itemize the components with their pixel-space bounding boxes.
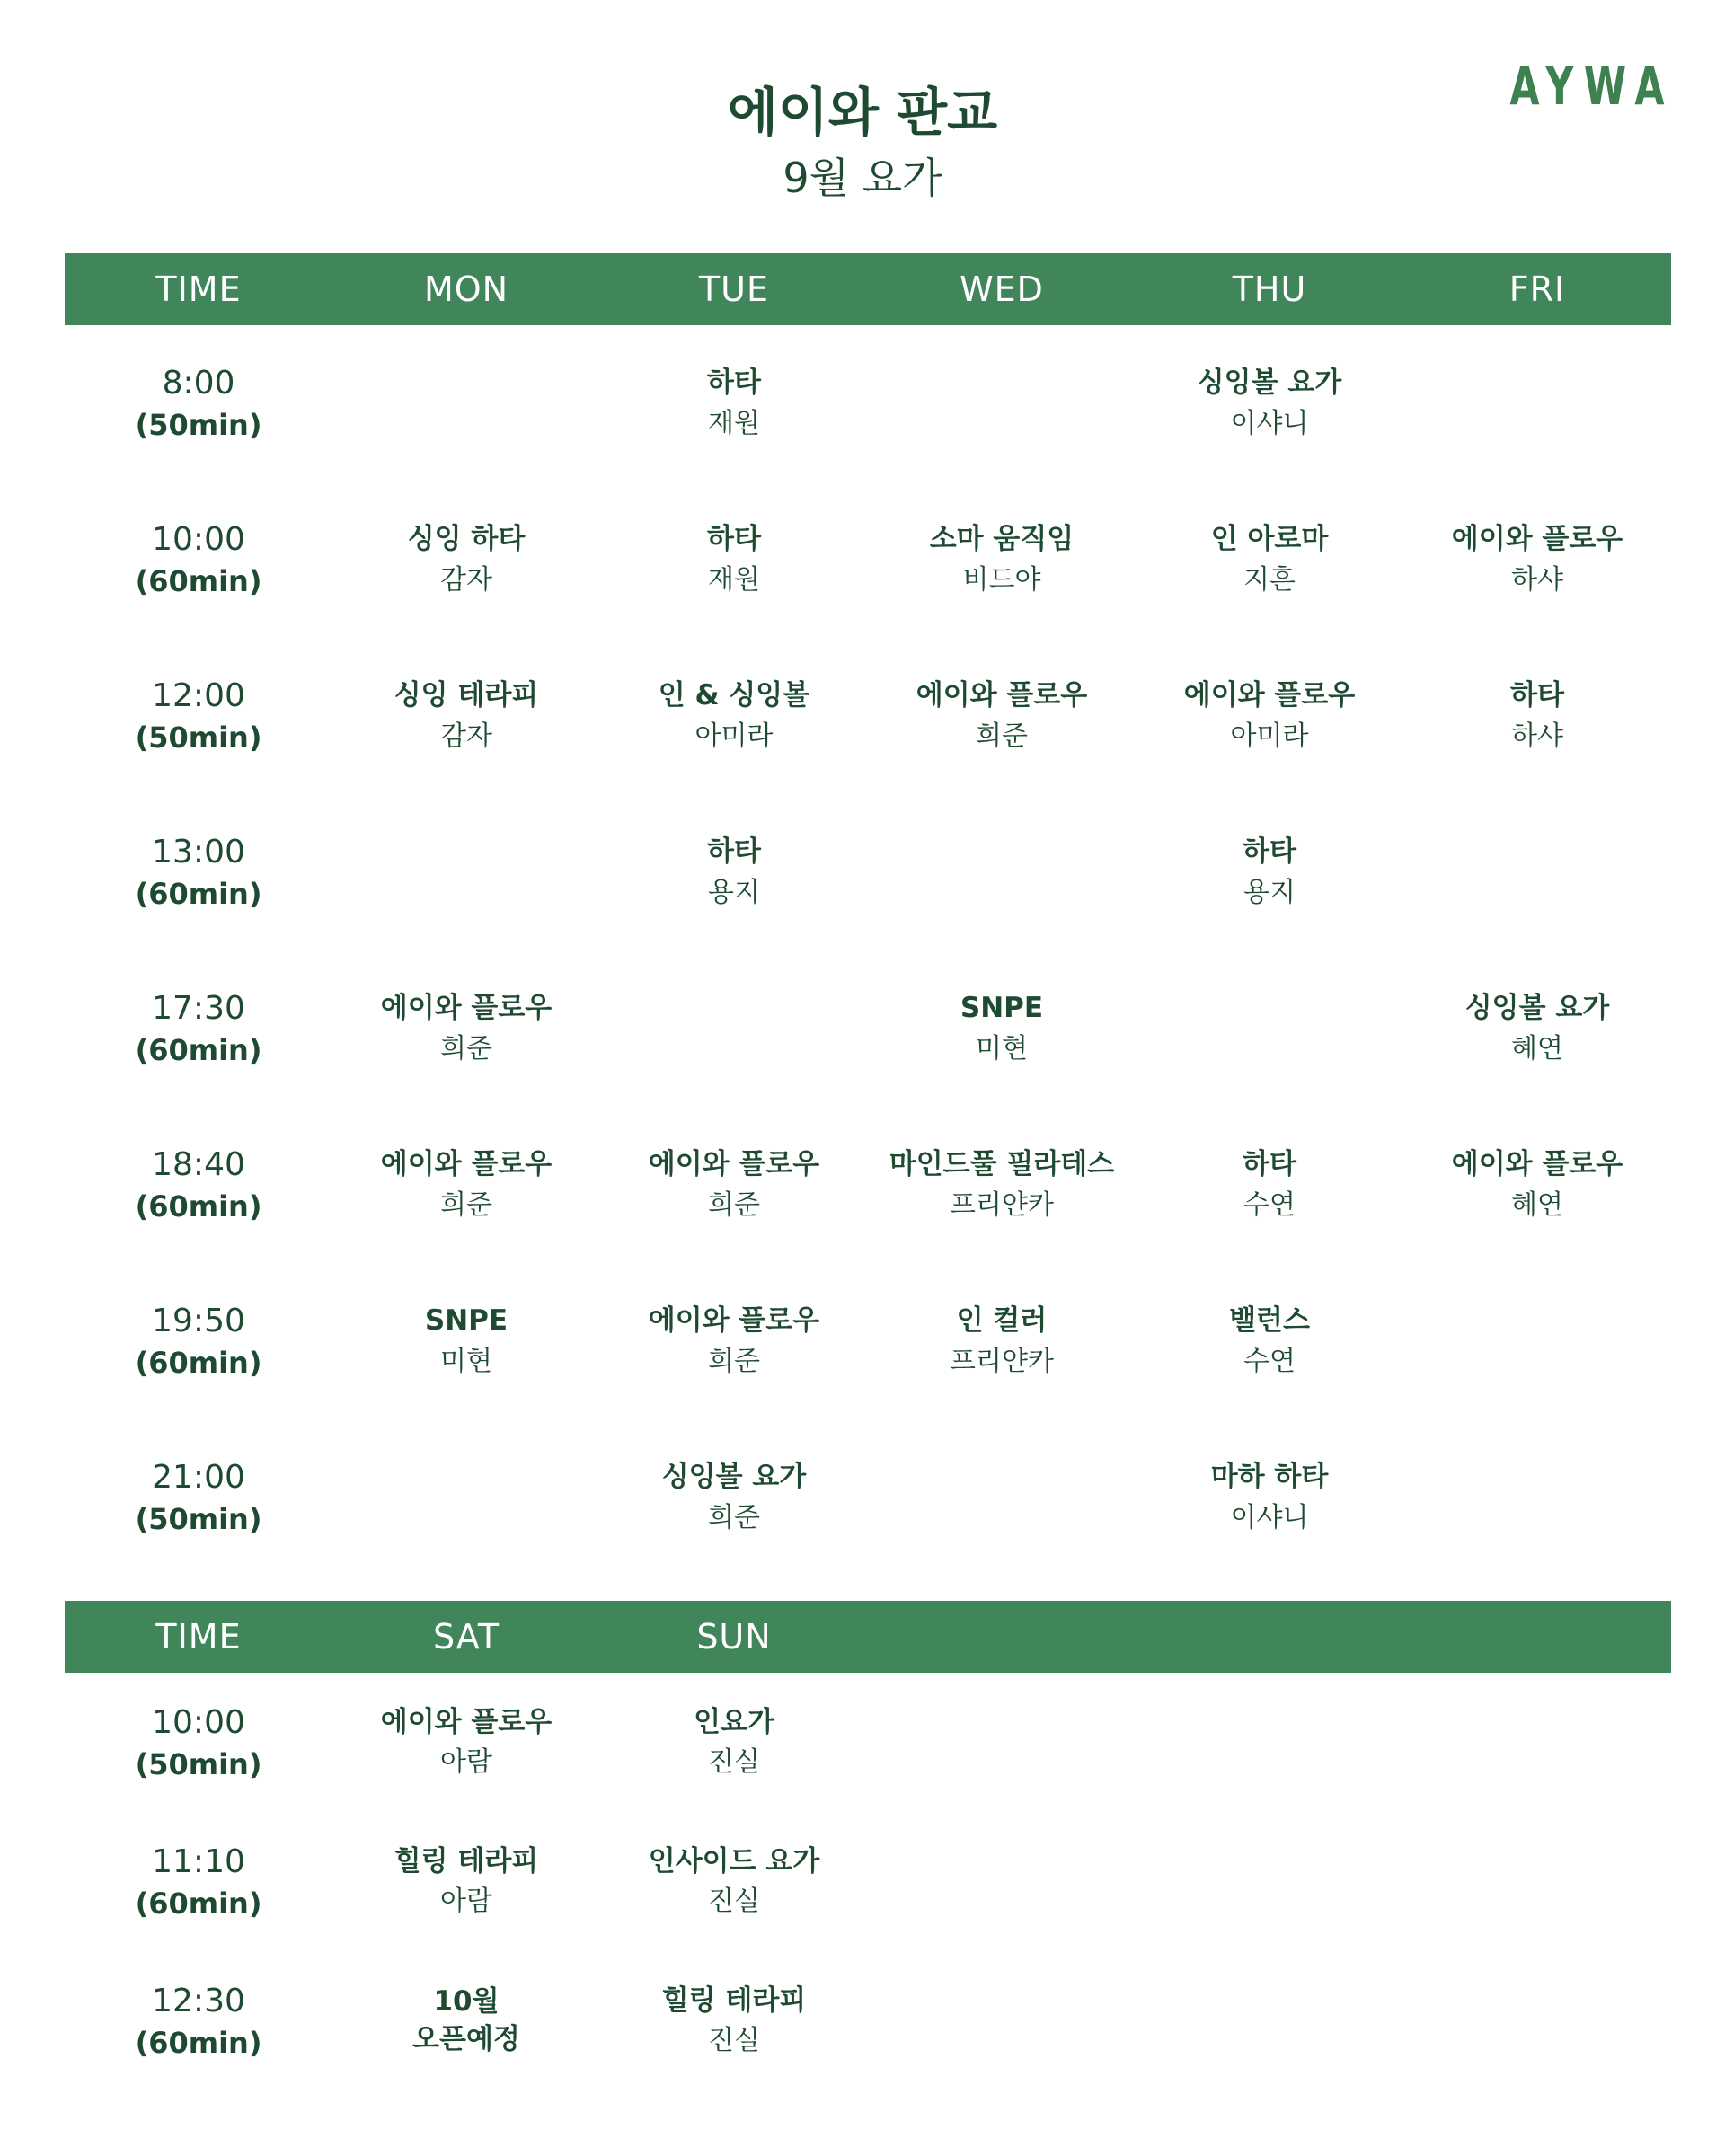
weekday-rows (65, 325, 1671, 1576)
time-cell (65, 1951, 332, 2090)
class-cell (1136, 482, 1403, 638)
class-name: 에이와 플로우 (380, 1705, 553, 1738)
class-name: 에이와 플로우 (1451, 1148, 1623, 1181)
class-cell (332, 482, 600, 638)
class-teacher: 프리얀카 (950, 1345, 1054, 1377)
class-cell (600, 794, 868, 950)
class-teacher: 아람 (440, 1746, 492, 1779)
time-duration: (60min) (135, 877, 262, 912)
class-teacher: 진실 (708, 1886, 760, 1918)
class-name: 에이와 플로우 (1451, 523, 1623, 556)
schedule-row (65, 1419, 1671, 1576)
class-name: 10월 (433, 1985, 500, 2019)
class-name: 에이와 플로우 (916, 679, 1088, 712)
class-cell (600, 1951, 868, 2090)
class-teacher: 아미라 (694, 720, 774, 752)
schedule-row (65, 1263, 1671, 1419)
class-name: 힐링 테라피 (394, 1844, 539, 1878)
time-value: 19:50 (152, 1303, 245, 1340)
class-cell (868, 482, 1136, 638)
class-cell (332, 1951, 600, 2090)
weekend-rows (65, 1673, 1671, 2090)
class-teacher: 재원 (708, 407, 760, 439)
page-title: 에이와 판교 (727, 82, 998, 143)
class-teacher: 용지 (708, 876, 760, 908)
class-cell (1403, 950, 1671, 1107)
class-cell (868, 950, 1136, 1107)
column-header-thu: THU (1232, 270, 1307, 309)
time-value: 18:40 (152, 1146, 245, 1184)
class-cell (332, 1673, 600, 1812)
time-cell (65, 638, 332, 794)
class-teacher: 혜연 (1511, 1188, 1563, 1221)
class-teacher: 프리얀카 (950, 1188, 1054, 1221)
column-header-wed: WED (960, 270, 1044, 309)
class-cell (1136, 794, 1403, 950)
class-name: 하타 (1243, 835, 1296, 869)
class-cell (1403, 1107, 1671, 1263)
class-name: 하타 (1510, 679, 1564, 712)
class-name: SNPE (960, 992, 1044, 1025)
class-cell (600, 1419, 868, 1576)
class-cell (1136, 1107, 1403, 1263)
class-name: 에이와 플로우 (1183, 679, 1356, 712)
class-teacher: 감자 (440, 720, 492, 752)
time-value: 17:30 (152, 990, 245, 1028)
class-teacher: 희준 (440, 1188, 492, 1221)
class-teacher: 지흔 (1243, 563, 1296, 596)
weekend-header-bar (65, 1601, 1671, 1673)
time-value: 21:00 (152, 1459, 245, 1497)
class-teacher: 아미라 (1230, 720, 1309, 752)
class-cell (1403, 325, 1671, 482)
class-cell (1403, 1263, 1671, 1419)
time-duration: (60min) (135, 2025, 262, 2060)
class-teacher: 희준 (708, 1188, 760, 1221)
time-duration: (60min) (135, 1346, 262, 1381)
class-teacher: 아람 (440, 1886, 492, 1918)
class-name: 에이와 플로우 (648, 1304, 820, 1338)
class-name: 밸런스 (1229, 1304, 1310, 1338)
class-cell (600, 1107, 868, 1263)
class-cell (600, 482, 868, 638)
schedule-row (65, 638, 1671, 794)
class-name: 싱잉볼 요가 (1197, 367, 1342, 400)
time-cell (65, 1419, 332, 1576)
class-teacher: 희준 (440, 1032, 492, 1065)
time-cell (65, 1812, 332, 1951)
schedule-row (65, 1951, 1671, 2090)
class-name: 싱잉볼 요가 (661, 1461, 807, 1494)
schedule-row (65, 1107, 1671, 1263)
class-cell (332, 1419, 600, 1576)
time-duration: (60min) (135, 1033, 262, 1068)
class-name: 싱잉 하타 (407, 523, 526, 556)
time-cell (65, 794, 332, 950)
class-teacher: 진실 (708, 2025, 760, 2057)
time-duration: (50min) (135, 1502, 262, 1537)
class-name: 에이와 플로우 (380, 992, 553, 1025)
class-cell (1136, 950, 1403, 1107)
class-teacher: 하샤 (1511, 720, 1563, 752)
class-teacher: 하샤 (1511, 563, 1563, 596)
class-cell (600, 638, 868, 794)
class-teacher: 진실 (708, 1746, 760, 1779)
class-teacher: 희준 (976, 720, 1028, 752)
time-cell (65, 1263, 332, 1419)
time-value: 12:00 (152, 677, 245, 715)
class-teacher: 이샤니 (1230, 407, 1309, 439)
class-cell (1136, 1263, 1403, 1419)
class-name: 인 컬러 (956, 1304, 1048, 1338)
time-duration: (50min) (135, 1746, 262, 1781)
class-cell (600, 325, 868, 482)
class-cell (332, 794, 600, 950)
class-cell (332, 950, 600, 1107)
schedule-row (65, 1812, 1671, 1951)
class-teacher: 재원 (708, 563, 760, 596)
class-cell (1136, 1419, 1403, 1576)
class-name: 싱잉볼 요가 (1464, 992, 1610, 1025)
class-name: 에이와 플로우 (380, 1148, 553, 1181)
class-cell (1403, 482, 1671, 638)
weekend-schedule (65, 1601, 1671, 2090)
time-cell (65, 950, 332, 1107)
class-cell (1403, 794, 1671, 950)
time-cell (65, 1673, 332, 1812)
time-value: 10:00 (152, 1703, 245, 1741)
class-cell (868, 1419, 1136, 1576)
column-header-sat: SAT (432, 1617, 500, 1657)
class-cell (600, 1673, 868, 1812)
column-header-mon: MON (423, 270, 509, 309)
class-cell (1403, 638, 1671, 794)
time-value: 13:00 (152, 834, 245, 871)
brand-logo: AYWA (1509, 56, 1675, 117)
class-name: 하타 (707, 367, 761, 400)
class-cell (600, 1263, 868, 1419)
column-header-sun: SUN (696, 1617, 772, 1657)
class-teacher: 오픈예정 (412, 2022, 520, 2055)
schedule-row (65, 794, 1671, 950)
class-cell (868, 325, 1136, 482)
class-cell (332, 325, 600, 482)
schedule-row (65, 950, 1671, 1107)
page-subtitle: 9월 요가 (783, 154, 942, 202)
schedule-row (65, 482, 1671, 638)
schedule-row (65, 325, 1671, 482)
time-duration: (60min) (135, 1886, 262, 1921)
class-name: 마하 하타 (1210, 1461, 1329, 1494)
class-teacher: 희준 (708, 1345, 760, 1377)
schedule-row (65, 1673, 1671, 1812)
class-cell (332, 1263, 600, 1419)
weekday-schedule (65, 253, 1671, 1576)
column-header-tue: TUE (698, 270, 770, 309)
class-name: 힐링 테라피 (661, 1984, 807, 2017)
class-name: 마인드풀 필라테스 (889, 1148, 1115, 1181)
time-value: 12:30 (152, 1982, 245, 2019)
class-name: 싱잉 테라피 (394, 679, 539, 712)
time-cell (65, 1107, 332, 1263)
class-teacher: 비드야 (962, 563, 1041, 596)
weekday-header-bar (65, 253, 1671, 325)
class-name: 소마 움직임 (929, 523, 1075, 556)
class-teacher: 미현 (976, 1032, 1028, 1065)
class-name: 하타 (707, 835, 761, 869)
class-name: 에이와 플로우 (648, 1148, 820, 1181)
time-duration: (60min) (135, 1189, 262, 1224)
class-name: SNPE (424, 1304, 509, 1338)
page-header (0, 0, 1725, 234)
class-cell (1403, 1419, 1671, 1576)
time-duration: (50min) (135, 408, 262, 443)
column-header-time: TIME (155, 270, 242, 309)
time-cell (65, 325, 332, 482)
time-cell (65, 482, 332, 638)
class-teacher: 수연 (1243, 1345, 1296, 1377)
class-cell (868, 794, 1136, 950)
time-duration: (50min) (135, 720, 262, 755)
class-teacher: 감자 (440, 563, 492, 596)
class-name: 인사이드 요가 (648, 1844, 820, 1878)
class-cell (332, 638, 600, 794)
class-teacher: 미현 (440, 1345, 492, 1377)
column-header-time: TIME (155, 1617, 242, 1657)
class-name: 하타 (707, 523, 761, 556)
class-teacher: 이샤니 (1230, 1501, 1309, 1533)
class-cell (600, 1812, 868, 1951)
time-value: 10:00 (152, 521, 245, 559)
class-cell (1136, 325, 1403, 482)
class-cell (332, 1812, 600, 1951)
time-value: 11:10 (152, 1842, 245, 1880)
class-cell (332, 1107, 600, 1263)
class-cell (600, 950, 868, 1107)
class-name: 하타 (1243, 1148, 1296, 1181)
class-teacher: 희준 (708, 1501, 760, 1533)
class-cell (868, 1263, 1136, 1419)
class-teacher: 혜연 (1511, 1032, 1563, 1065)
class-cell (1136, 638, 1403, 794)
class-name: 인 & 싱잉볼 (658, 679, 810, 712)
class-name: 인 아로마 (1210, 523, 1329, 556)
class-cell (868, 1107, 1136, 1263)
class-name: 인요가 (694, 1705, 774, 1738)
class-teacher: 용지 (1243, 876, 1296, 908)
time-value: 8:00 (162, 365, 235, 402)
class-cell (868, 638, 1136, 794)
time-duration: (60min) (135, 564, 262, 599)
class-teacher: 수연 (1243, 1188, 1296, 1221)
column-header-fri: FRI (1508, 270, 1566, 309)
